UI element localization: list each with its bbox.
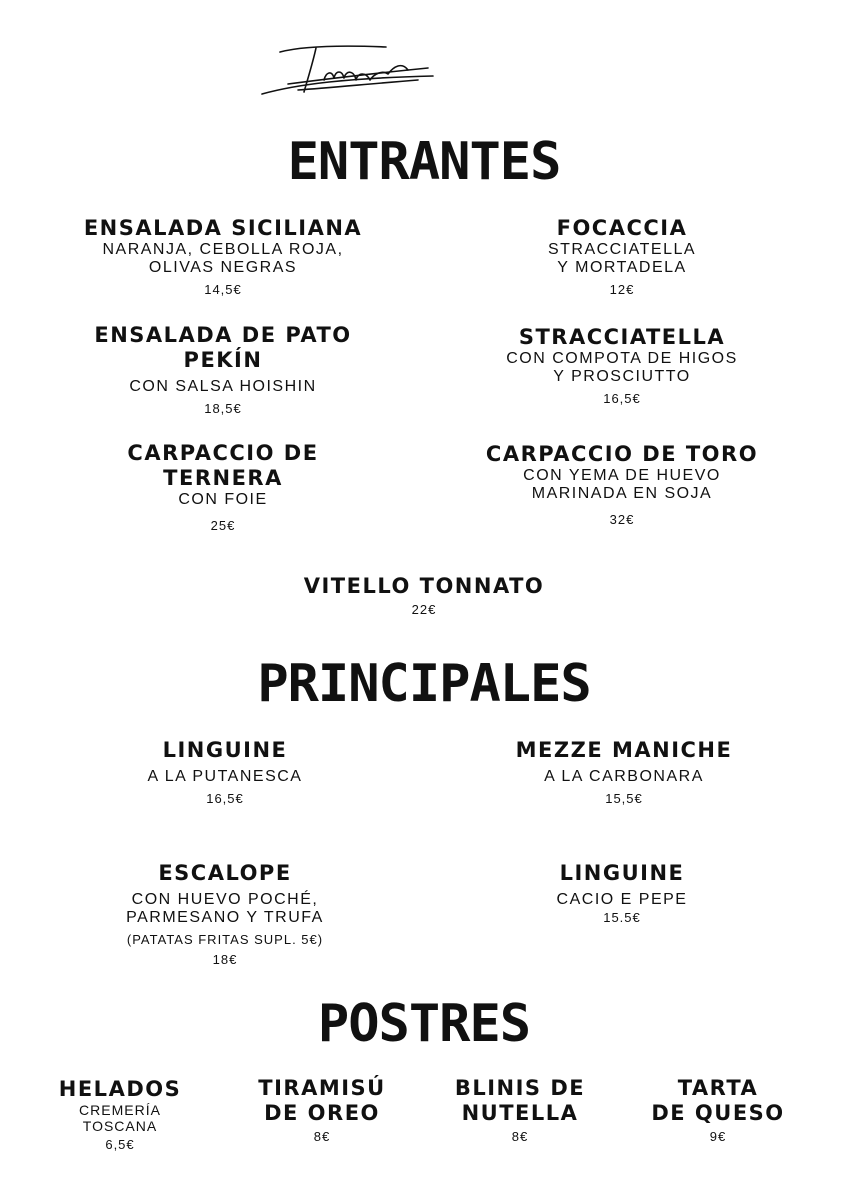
dish-desc: A LA CARBONARA bbox=[544, 768, 704, 785]
menu-item-blinis bbox=[430, 1076, 610, 1146]
dish-price: 16,5€ bbox=[603, 391, 641, 406]
dish-price: 15.5€ bbox=[603, 910, 641, 925]
dish-desc: PARMESANO Y TRUFA bbox=[126, 909, 324, 926]
menu-item-linguine-putanesca bbox=[25, 738, 425, 808]
dish-desc: STRACCIATELLA bbox=[547, 241, 697, 258]
dish-name: LINGUINE bbox=[559, 861, 685, 885]
dish-price: 8€ bbox=[313, 1129, 331, 1144]
dish-name: ENSALADA SICILIANA bbox=[83, 216, 363, 240]
dish-name: BLINIS DE bbox=[454, 1076, 586, 1100]
dish-name: TERNERA bbox=[163, 466, 283, 490]
dish-desc: TOSCANA bbox=[82, 1118, 158, 1134]
dish-name: ENSALADA DE PATO bbox=[94, 323, 352, 347]
dish-price: 9€ bbox=[709, 1129, 727, 1144]
dish-desc: CON COMPOTA DE HIGOS bbox=[506, 350, 738, 367]
dish-desc: A LA PUTANESCA bbox=[147, 768, 303, 785]
dish-price: 15,5€ bbox=[605, 791, 643, 806]
dish-price: 18€ bbox=[212, 952, 238, 967]
menu-item-tarta-queso bbox=[628, 1076, 808, 1146]
dish-name: PEKÍN bbox=[183, 348, 263, 372]
dish-desc: Y PROSCIUTTO bbox=[553, 368, 691, 385]
section-title-entrantes: ENTRANTES bbox=[287, 132, 561, 192]
section-title-postres: POSTRES bbox=[317, 994, 531, 1054]
dish-desc: CREMERÍA bbox=[79, 1102, 161, 1118]
dish-name: NUTELLA bbox=[461, 1101, 579, 1125]
dish-name: CARPACCIO DE TORO bbox=[485, 442, 759, 466]
section-title-principales: PRINCIPALES bbox=[257, 654, 591, 714]
dish-price: 25€ bbox=[210, 518, 236, 533]
dish-desc: NARANJA, CEBOLLA ROJA, bbox=[102, 241, 344, 258]
dish-name: HELADOS bbox=[58, 1077, 182, 1101]
dish-desc: OLIVAS NEGRAS bbox=[148, 259, 298, 276]
dish-price: 14,5€ bbox=[204, 282, 242, 297]
signature-logo-icon bbox=[258, 40, 438, 102]
dish-name: VITELLO TONNATO bbox=[303, 574, 545, 598]
dish-price: 12€ bbox=[609, 282, 635, 297]
dish-desc: CON YEMA DE HUEVO bbox=[523, 467, 721, 484]
menu-item-ensalada-siciliana bbox=[23, 216, 423, 299]
menu-item-carpaccio-toro bbox=[422, 442, 822, 529]
menu-item-stracciatella bbox=[422, 325, 822, 408]
dish-name: FOCACCIA bbox=[556, 216, 688, 240]
dish-name: STRACCIATELLA bbox=[518, 325, 726, 349]
dish-price: 8€ bbox=[511, 1129, 529, 1144]
dish-note: (PATATAS FRITAS SUPL. 5€) bbox=[126, 932, 324, 947]
dish-desc: CON FOIE bbox=[178, 491, 268, 508]
menu-item-linguine-cacio bbox=[422, 861, 822, 927]
dish-name: ESCALOPE bbox=[158, 861, 292, 885]
dish-desc: Y MORTADELA bbox=[557, 259, 687, 276]
dish-name: DE OREO bbox=[264, 1101, 380, 1125]
dish-price: 32€ bbox=[609, 512, 635, 527]
dish-name: TIRAMISÚ bbox=[258, 1076, 386, 1100]
menu-item-vitello-tonnato bbox=[224, 574, 624, 619]
dish-name: CARPACCIO DE bbox=[127, 441, 319, 465]
dish-name: DE QUESO bbox=[651, 1101, 785, 1125]
menu-item-helados bbox=[30, 1077, 210, 1154]
menu-item-carpaccio-ternera bbox=[23, 441, 423, 535]
dish-desc: CACIO E PEPE bbox=[556, 891, 688, 908]
dish-name: MEZZE MANICHE bbox=[515, 738, 733, 762]
menu-item-ensalada-pato bbox=[23, 323, 423, 418]
dish-price: 18,5€ bbox=[204, 401, 242, 416]
dish-desc: CON HUEVO POCHÉ, bbox=[131, 891, 319, 908]
dish-desc: MARINADA EN SOJA bbox=[531, 485, 713, 502]
menu-item-focaccia bbox=[422, 216, 822, 299]
dish-price: 16,5€ bbox=[206, 791, 244, 806]
dish-name: TARTA bbox=[677, 1076, 759, 1100]
menu-item-mezze-maniche bbox=[424, 738, 824, 808]
dish-price: 6,5€ bbox=[105, 1137, 135, 1152]
dish-desc: CON SALSA HOISHIN bbox=[129, 378, 317, 395]
dish-name: LINGUINE bbox=[162, 738, 288, 762]
menu-item-tiramisu bbox=[232, 1076, 412, 1146]
dish-price: 22€ bbox=[411, 602, 437, 617]
menu-item-escalope bbox=[25, 861, 425, 969]
